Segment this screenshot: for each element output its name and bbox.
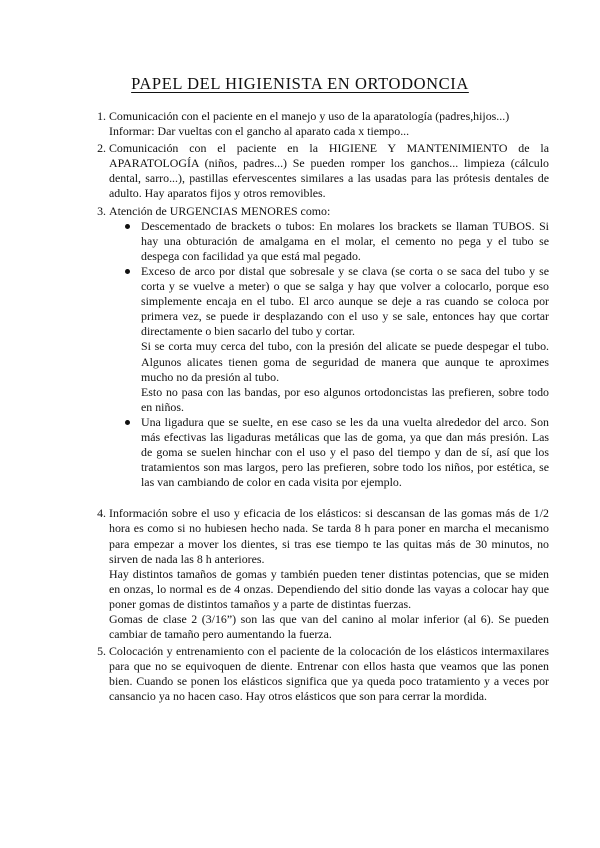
bullet-descementado: [125, 219, 549, 264]
item-3-paragraph: 3. Atención de URGENCIAS MENORES como:: [109, 203, 331, 218]
bullet-2-paragraph-2: Si se corta muy cerca del tubo, con la presión del alicate se puede despegar el tubo. Algunos alicates tienen goma de seguridad de manera que aunque te aproximes mucho no da presión al tubo.: [141, 339, 549, 384]
urgencias-bullet-list: [109, 219, 549, 491]
bullet-ligadura: [125, 415, 549, 490]
list-item-2: [109, 141, 549, 201]
item-4-paragraph-1: 4. Información sobre el uso y eficacia de los elásticos: si descansan de las gomas más de 1/2 hora es como si no hubiesen hecho nada. Se tarda 8 h para poner en marcha el mecanismo para empezar a mover los dientes, si tras ese tiempo te las quitas más de 30 minutos, no sirven de nada las 8 h anteriores.: [109, 506, 549, 566]
bullet-1-paragraph: Descementado de brackets o tubos: En molares los brackets se llaman TUBOS. Si hay una obturación de amalgama en el molar, el cemento no pega y el tubo se despega con facilidad ya que está mal pegado.: [141, 218, 549, 263]
item-1-line-1: 1. Comunicación con el paciente en el manejo y uso de la aparatología (padres,hijos...): [109, 109, 510, 123]
page-title: PAPEL DEL HIGIENISTA EN ORTODONCIA: [131, 74, 469, 93]
bullet-exceso-de-arco: [125, 264, 549, 415]
item-2-paragraph: 2. Comunicación con el paciente en la HIGIENE Y MANTENIMIENTO de la APARATOLOGÍA (niños, padres...) Se pueden romper los ganchos... limpieza (cálculo dental, sarro...), pastillas efervescentes similares a las usadas para las prótesis dentales de adulto. Hay aparatos fijos y otros removibles.: [109, 141, 549, 201]
item-4-paragraph-3: Gomas de clase 2 (3/16”) son las que van del canino al molar inferior (al 6). Se pueden cambiar de tamaño pero aumentando la fuerza.: [109, 612, 549, 642]
list-item-4: [109, 506, 549, 642]
list-item-3: [109, 204, 549, 491]
bullet-2-paragraph-3: Esto no pasa con las bandas, por eso algunos ortodoncistas las prefieren, sobre todo en niños.: [141, 384, 549, 414]
bullet-3-paragraph: Una ligadura que se suelte, en ese caso se les da una vuelta alrededor del arco. Son más efectivas las ligaduras metálicas que las de goma, ya que dan más presión. Las de goma se suelen hinchar con el uso y el paso del tiempo y dan de sí, así que los tratamientos son mas largos, pero las prefieren, sobre todo los niños, por estética, se las van cambiando de color en cada visita por ejemplo.: [141, 414, 549, 490]
list-item-1: [109, 109, 549, 139]
item-5-paragraph: 5. Colocación y entrenamiento con el paciente de la colocación de los elásticos intermaxilares para que no se equivoquen de diente. Entrenar con ellos hasta que veamos que las ponen bien. Cuando se ponen los elásticos significa que ya queda poco tratamiento y a veces por cansancio ya no hacen caso. Hay otros elásticos que son para cerrar la mordida.: [109, 644, 549, 704]
item-4-paragraph-2: Hay distintos tamaños de gomas y también pueden tener distintas potencias, que se miden en onzas, lo normal es de 4 onzas. Dependiendo del sitio donde las vayas a colocar hay que poner gomas de distintos tamaños y a parte de distintas fuerzas.: [109, 566, 549, 611]
bullet-2-paragraph-1: Exceso de arco por distal que sobresale y se clava (se corta o se saca del tubo y se corta y se vuelve a meter) o que se salga y hay que volver a colocarlo, porque eso simplemente encaja en el tubo. El arco aunque se deje a ras cuando se coloca por primera vez, se puede ir desplazando con el uso y se sale, entonces hay que cortar directamente o bien sacarlo del tubo y cortar.: [141, 263, 549, 339]
list-item-5: [109, 644, 549, 704]
main-numbered-list: [87, 109, 549, 705]
item-1-line-2: Informar: Dar vueltas con el gancho al aparato cada x tiempo...: [109, 124, 410, 139]
